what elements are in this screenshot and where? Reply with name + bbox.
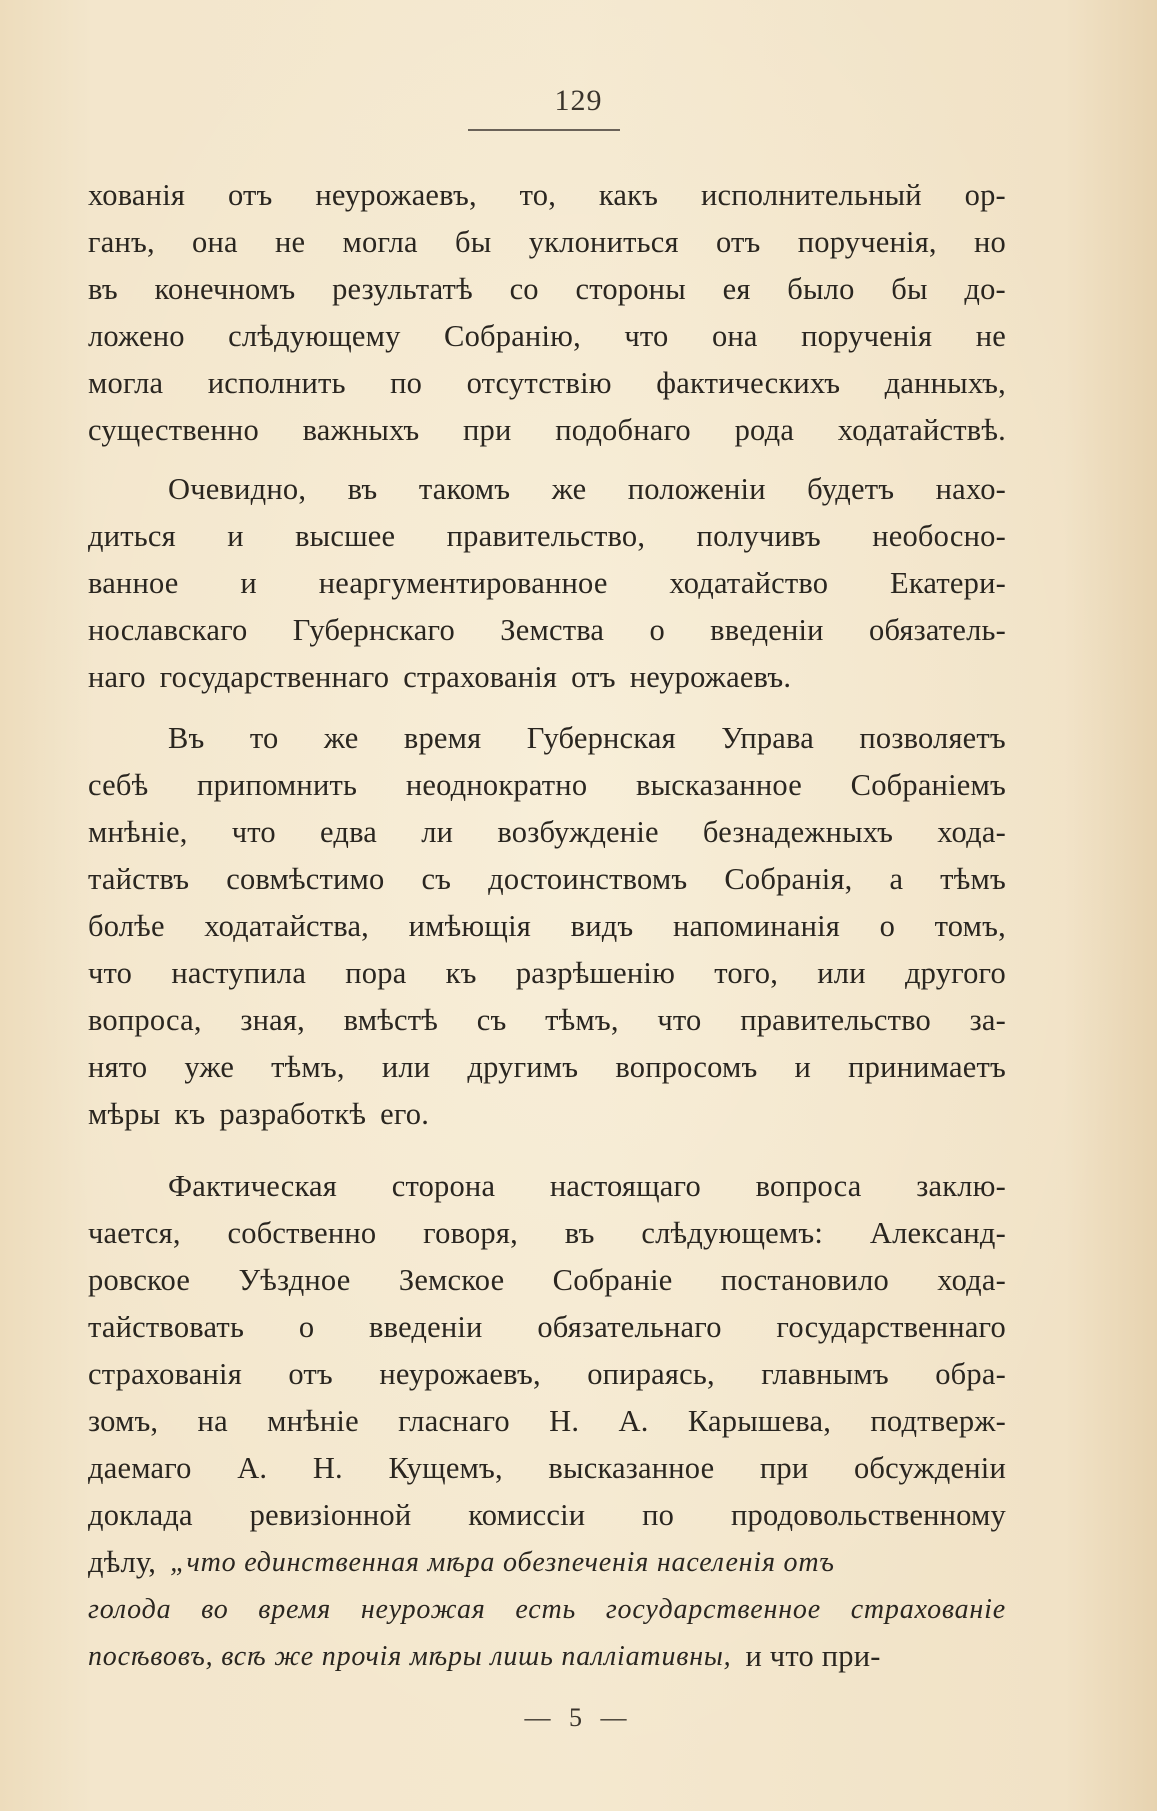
text-line-italic [88, 1586, 1006, 1633]
word: за- [969, 1003, 1006, 1037]
word: о [298, 1310, 315, 1344]
paragraph-1 [88, 172, 1006, 454]
word: подтверж- [870, 1404, 1006, 1438]
word: разрѣшенію [515, 956, 676, 990]
word: отъ [288, 1357, 333, 1391]
word: результатѣ [332, 272, 473, 306]
word: чается, [88, 1216, 181, 1250]
word: А. [618, 1404, 649, 1438]
word: тѣмъ [940, 862, 1006, 896]
text-line-mixed [88, 1633, 1006, 1680]
word: тѣмъ, [271, 1050, 345, 1084]
word: бы [455, 225, 492, 259]
word: но [974, 225, 1006, 259]
word: Уѣздное [238, 1263, 351, 1297]
word: бы [891, 272, 928, 306]
text-line [88, 360, 1006, 407]
word: обсужденіи [853, 1451, 1006, 1485]
word: исполнить [207, 366, 346, 400]
word: доклада [88, 1498, 193, 1532]
word: же [323, 721, 359, 755]
word: гласнаго [398, 1404, 510, 1438]
word: припомнить [197, 768, 358, 802]
word: ванное [88, 566, 179, 600]
word: Собранію, [444, 319, 581, 353]
word: Н. [312, 1451, 343, 1485]
word: Губернская [526, 721, 676, 755]
word: безнадежныхъ [702, 815, 894, 849]
italic-quote: „что единственная мѣра обезпеченія населенія отъ [170, 1547, 835, 1578]
word: исполнительный [701, 178, 922, 212]
word: болѣе [88, 909, 165, 943]
word: по [642, 1498, 675, 1532]
text-line [88, 997, 1006, 1044]
text-line [88, 560, 1006, 607]
word: разработкѣ [219, 1097, 367, 1131]
word: хода- [937, 815, 1006, 849]
word: во [201, 1594, 229, 1625]
word: настоящаго [549, 1169, 701, 1203]
word: позволяетъ [859, 721, 1006, 755]
text-line [88, 856, 1006, 903]
word: отъ [571, 660, 616, 694]
text-line [88, 1257, 1006, 1304]
word: страхованія [88, 1357, 242, 1391]
text-line [88, 466, 1006, 513]
word: отъ [227, 178, 273, 212]
word: наго [88, 660, 146, 694]
word: въ [564, 1216, 595, 1250]
text-line [88, 1091, 1006, 1138]
word: пора [345, 956, 407, 990]
word: что [88, 956, 133, 990]
word: что [231, 815, 276, 849]
word: Н. [549, 1404, 580, 1438]
text-line [88, 513, 1006, 560]
word: уже [184, 1050, 235, 1084]
word: принимаетъ [848, 1050, 1006, 1084]
word: ревизіонной [249, 1498, 412, 1532]
word: подобнаго [555, 413, 691, 447]
word: было [787, 272, 855, 306]
word: высшее [295, 519, 396, 553]
word: видъ [570, 909, 634, 943]
word: Собранія, [724, 862, 853, 896]
word: не [975, 319, 1006, 353]
word: неурожаевъ, [315, 178, 477, 212]
word: до- [964, 272, 1006, 306]
word: что [657, 1003, 702, 1037]
word: хованія [88, 178, 186, 212]
word: даемаго [88, 1451, 192, 1485]
word: слѣдующему [228, 319, 401, 353]
word: ровское [88, 1263, 191, 1297]
word: вопросомъ [615, 1050, 758, 1084]
word: говоря, [423, 1216, 518, 1250]
word: отъ [715, 225, 761, 259]
page-number: 129 [554, 84, 603, 117]
word: обязательнаго [537, 1310, 722, 1344]
word: обязатель- [869, 613, 1006, 647]
word: Фактическая [168, 1169, 337, 1203]
word: рода [734, 413, 795, 447]
word: въ [88, 272, 118, 306]
word: со [509, 272, 539, 306]
word: что [624, 319, 669, 353]
word: вмѣстѣ [343, 1003, 439, 1037]
word: она [711, 319, 758, 353]
word: мнѣніе [267, 1404, 359, 1438]
word: то [249, 721, 279, 755]
word: Управа [721, 721, 814, 755]
word: высказанное [548, 1451, 715, 1485]
word: ли [421, 815, 454, 849]
word: заклю- [916, 1169, 1006, 1203]
word: совмѣстимо [226, 862, 385, 896]
word: существенно [88, 413, 259, 447]
word: Екатери- [890, 566, 1006, 600]
word: положеніи [627, 472, 766, 506]
word: при [463, 413, 512, 447]
signature-mark: — 5 — [524, 1703, 633, 1732]
word: достоинствомъ [488, 862, 688, 896]
word: или [817, 956, 866, 990]
word: же [551, 472, 587, 506]
word: неурожаевъ. [629, 660, 792, 694]
word: порученія [801, 319, 933, 353]
word: на [197, 1404, 228, 1438]
word: стороны [575, 272, 686, 306]
text-line [88, 654, 1006, 701]
word: порученія, [797, 225, 937, 259]
text-line [88, 1351, 1006, 1398]
word: правительство [740, 1003, 931, 1037]
text-line [88, 1163, 1006, 1210]
word: нято [88, 1050, 148, 1084]
text-line [88, 903, 1006, 950]
word: возбужденіе [497, 815, 659, 849]
word: тѣмъ, [545, 1003, 619, 1037]
word: и [794, 1050, 812, 1084]
word: и [240, 566, 257, 600]
text-line [88, 1210, 1006, 1257]
plain-text: дѣлу, [88, 1545, 157, 1579]
word: другимъ [467, 1050, 579, 1084]
word: мѣры [88, 1097, 161, 1131]
word: обра- [935, 1357, 1006, 1391]
text-line [88, 172, 1006, 219]
word: о [649, 613, 665, 647]
word: Губернскаго [292, 613, 455, 647]
word: съ [476, 1003, 507, 1037]
word: опираясь, [587, 1357, 715, 1391]
word: Кущемъ, [388, 1451, 503, 1485]
text-line [88, 950, 1006, 997]
word: А. [237, 1451, 268, 1485]
word: фактическихъ [656, 366, 841, 400]
word: страхованія [403, 660, 558, 694]
word: Земства [500, 613, 605, 647]
word: по [390, 366, 423, 400]
text-line-mixed [88, 1539, 1006, 1586]
paragraph-2 [88, 466, 1006, 701]
word: сторона [391, 1169, 496, 1203]
word: какъ [598, 178, 659, 212]
word: имѣющія [408, 909, 531, 943]
word: государственное [605, 1594, 821, 1625]
text-line [88, 607, 1006, 654]
italic-quote: посѣвовъ, всѣ же прочія мѣры лишь палліативны, [88, 1641, 732, 1672]
word: нахо- [935, 472, 1006, 506]
word: государственнаго [159, 660, 390, 694]
word: то, [519, 178, 557, 212]
word: ложено [88, 319, 185, 353]
word: неоднократно [405, 768, 588, 802]
word: хода- [937, 1263, 1006, 1297]
word: мнѣніе, [88, 815, 188, 849]
text-line [88, 1445, 1006, 1492]
word: есть [515, 1594, 577, 1625]
word: или [381, 1050, 431, 1084]
word: слѣдующемъ: [641, 1216, 824, 1250]
text-line [88, 1304, 1006, 1351]
word: будетъ [807, 472, 895, 506]
text-line [88, 313, 1006, 360]
word: она [192, 225, 238, 259]
text-line [88, 1398, 1006, 1445]
word: могла [342, 225, 418, 259]
word: себѣ [88, 768, 149, 802]
word: собственно [227, 1216, 377, 1250]
word: ганъ, [88, 225, 155, 259]
text-line [88, 1044, 1006, 1091]
word: тайствъ [88, 862, 190, 896]
word: уклониться [528, 225, 679, 259]
plain-text: и что при- [745, 1639, 881, 1673]
word: а [889, 862, 904, 896]
word: вопроса [755, 1169, 862, 1203]
word: съ [421, 862, 452, 896]
word: Очевидно, [168, 472, 307, 506]
text-line [88, 407, 1006, 454]
word: неурожаевъ, [379, 1357, 541, 1391]
word: получивъ [696, 519, 821, 553]
word: диться [88, 519, 176, 553]
word: того, [714, 956, 779, 990]
text-line [88, 1492, 1006, 1539]
word: введеніи [710, 613, 824, 647]
word: томъ, [934, 909, 1006, 943]
text-line [88, 219, 1006, 266]
paragraph-4 [88, 1163, 1006, 1680]
word: государственнаго [776, 1310, 1006, 1344]
word: зомъ, [88, 1404, 159, 1438]
word: главнымъ [761, 1357, 889, 1391]
word: едва [320, 815, 378, 849]
word: Александ- [869, 1216, 1006, 1250]
word: другого [904, 956, 1006, 990]
word: о [879, 909, 896, 943]
word: при [759, 1451, 809, 1485]
word: голода [88, 1594, 172, 1625]
word: продовольственному [730, 1498, 1006, 1532]
word: ор- [964, 178, 1006, 212]
word: Земское [398, 1263, 505, 1297]
text-line [88, 762, 1006, 809]
word: наступила [171, 956, 307, 990]
word: ходатайства, [204, 909, 370, 943]
word: Карышева, [687, 1404, 832, 1438]
text-line [88, 809, 1006, 856]
word: неаргументированное [318, 566, 608, 600]
word: ея [722, 272, 751, 306]
word: необосно- [872, 519, 1006, 553]
word: нославскаго [88, 613, 248, 647]
word: постановило [720, 1263, 889, 1297]
word: зная, [240, 1003, 305, 1037]
word: неурожая [360, 1594, 486, 1625]
word: могла [88, 366, 164, 400]
word: такомъ [418, 472, 511, 506]
word: Собраніемъ [850, 768, 1006, 802]
word: ходатайство [669, 566, 829, 600]
word: вопроса, [88, 1003, 202, 1037]
word: конечномъ [154, 272, 296, 306]
word: Собраніе [552, 1263, 673, 1297]
word: напоминанія [673, 909, 840, 943]
body-text [88, 172, 1006, 1680]
word: комиссіи [468, 1498, 586, 1532]
word: въ [347, 472, 378, 506]
word: тайствовать [88, 1310, 245, 1344]
word: къ [174, 1097, 206, 1131]
word: не [274, 225, 306, 259]
word: страхованіе [850, 1594, 1006, 1625]
word: его. [380, 1097, 430, 1131]
word: ходатайствѣ. [837, 413, 1006, 447]
header-rule [468, 129, 620, 131]
paragraph-3 [88, 715, 1006, 1138]
word: важныхъ [302, 413, 420, 447]
word: правительство, [446, 519, 646, 553]
word: данныхъ, [884, 366, 1006, 400]
word: отсутствію [466, 366, 612, 400]
text-line [88, 266, 1006, 313]
word: къ [445, 956, 477, 990]
word: и [227, 519, 244, 553]
text-line [88, 715, 1006, 762]
word: время [403, 721, 482, 755]
word: введеніи [369, 1310, 483, 1344]
word: время [258, 1594, 332, 1625]
word: Въ [168, 721, 205, 755]
word: высказанное [636, 768, 802, 802]
